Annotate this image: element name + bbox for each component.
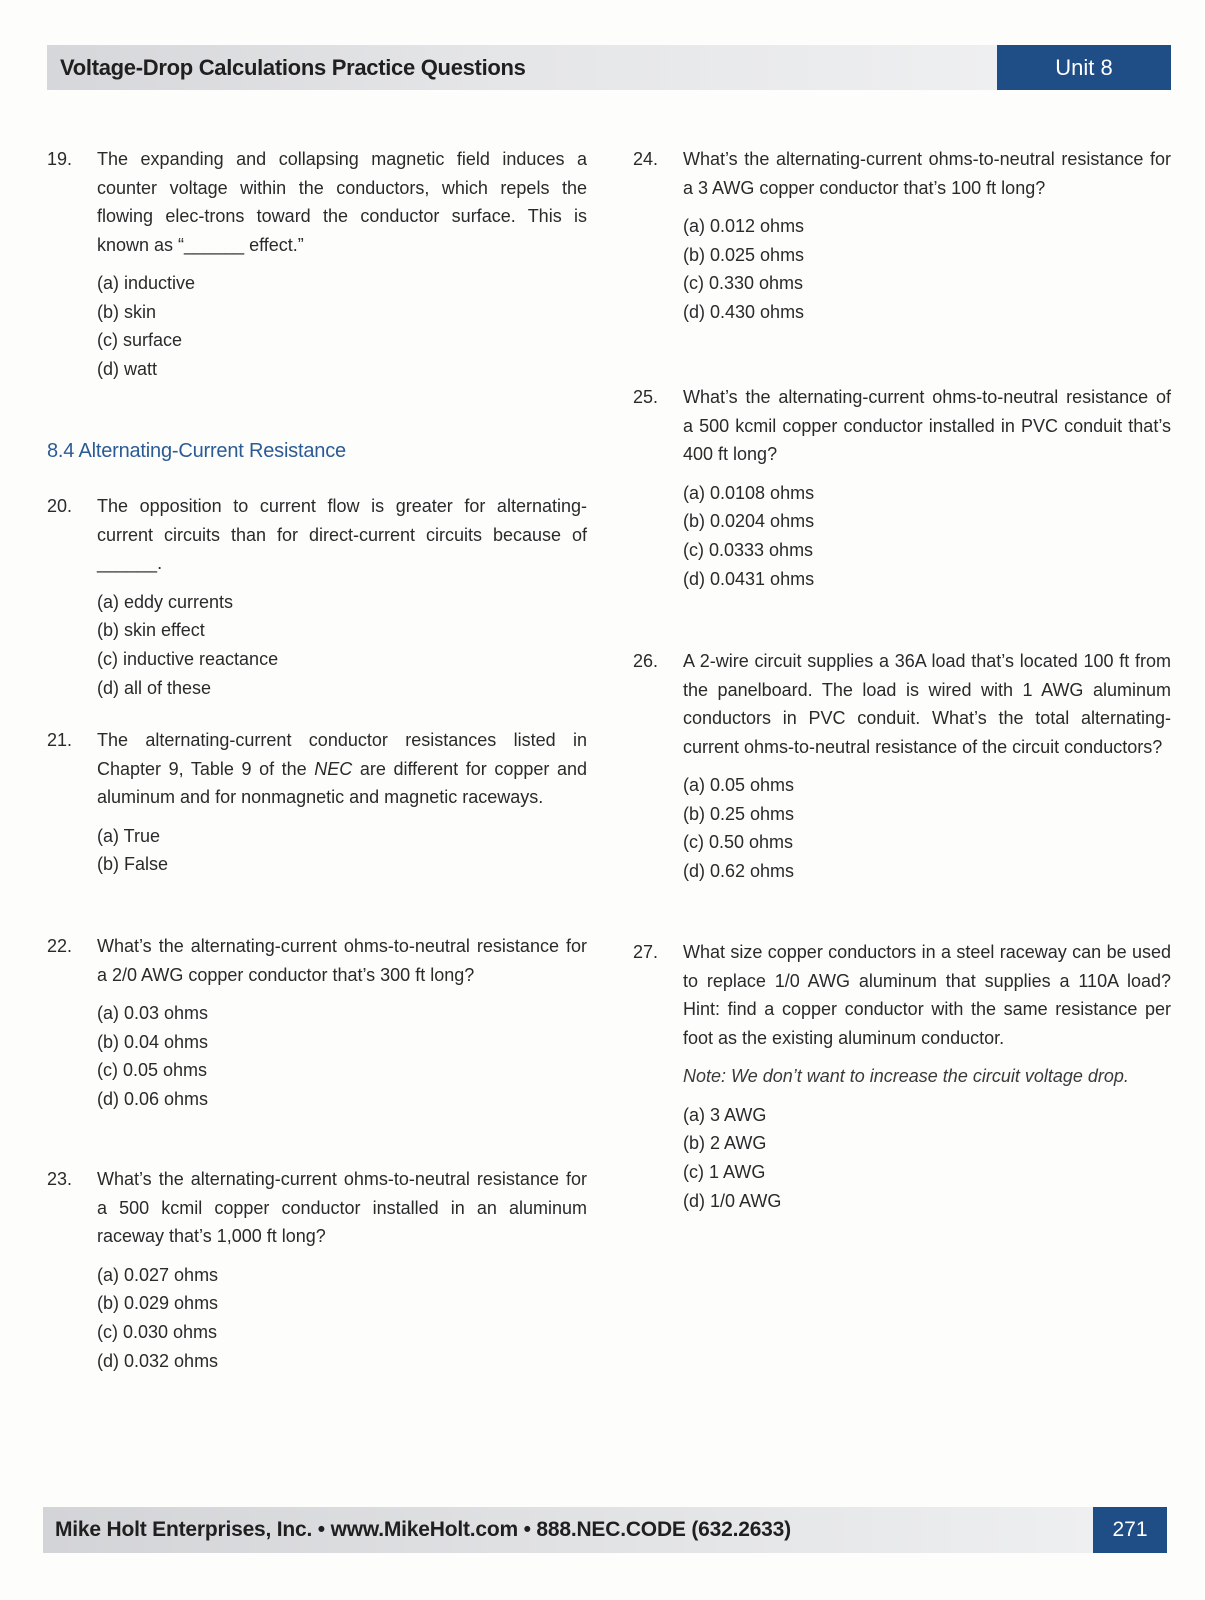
- option-b: (b) 0.25 ohms: [683, 803, 795, 824]
- question-text: What size copper conductors in a steel raceway can be used to replace 1/0 AWG aluminum that supplies a 110A load? Hint: find a copper conductor with the same resistance per foot as the existing aluminum conductor.: [683, 942, 1171, 1048]
- unit-label: Unit 8: [997, 45, 1171, 90]
- option-c: (c) 0.50 ohms: [683, 832, 794, 853]
- answer-options: [97, 1261, 587, 1376]
- option-b: (b) 0.0204 ohms: [683, 511, 815, 532]
- question-text-start: The alternating-current conductor resistances listed in Chapter 9, Table 9 of the: [97, 730, 587, 779]
- question-text-end: are different for copper and aluminum and for nonmagnetic and magnetic raceways.: [97, 758, 587, 807]
- question-text: The opposition to current flow is greater for alternating-current circuits than for direct-current circuits because of ______.: [97, 496, 587, 573]
- question-number: 26.: [633, 651, 659, 671]
- page-number: 271: [1093, 1507, 1167, 1553]
- option-b: (b) skin: [97, 301, 157, 322]
- answer-options: [97, 269, 587, 384]
- option-a: (a) 0.05 ohms: [683, 775, 795, 795]
- option-b: (b) 0.025 ohms: [683, 244, 805, 265]
- question-26: [633, 647, 1171, 886]
- question-21: [47, 726, 587, 879]
- answer-options: [97, 588, 587, 703]
- option-a: (a) 0.012 ohms: [683, 216, 805, 236]
- option-c: (c) 0.05 ohms: [97, 1060, 208, 1081]
- answer-options: [683, 479, 1171, 594]
- option-a: (a) eddy currents: [97, 591, 234, 612]
- option-d: (d) 0.032 ohms: [97, 1350, 219, 1371]
- question-text: The expanding and collapsing magnetic field induces a counter voltage within the conductors, which repels the flowing elec-trons toward the conductor surface. This is known as “______ effect.”: [97, 149, 587, 255]
- answer-options: [97, 999, 587, 1114]
- option-d: (d) 0.62 ohms: [683, 861, 795, 882]
- answer-options: [683, 771, 1171, 886]
- question-number: 27.: [633, 942, 659, 962]
- option-a: (a) 3 AWG: [683, 1104, 767, 1125]
- option-d: (d) all of these: [97, 677, 212, 698]
- option-c: (c) 0.0333 ohms: [683, 539, 814, 560]
- question-number: 24.: [633, 149, 659, 169]
- option-a: (a) 0.027 ohms: [97, 1264, 219, 1285]
- option-d: (d) 0.06 ohms: [97, 1089, 209, 1110]
- question-27: [633, 938, 1171, 1215]
- option-b: (b) 0.04 ohms: [97, 1031, 209, 1052]
- option-b: (b) skin effect: [97, 620, 205, 641]
- question-text: [97, 726, 587, 812]
- section-heading: 8.4 Alternating-Current Resistance: [47, 440, 346, 462]
- answer-options: [683, 1101, 1171, 1216]
- question-number: 20.: [47, 496, 73, 516]
- question-number: 19.: [47, 149, 73, 169]
- question-note: Note: We don’t want to increase the circuit voltage drop.: [683, 1066, 1129, 1086]
- page-title: Voltage-Drop Calculations Practice Questions: [60, 55, 526, 80]
- question-23: [47, 1165, 587, 1375]
- option-c: (c) surface: [97, 330, 183, 351]
- page-footer-bar: [43, 1507, 1093, 1553]
- option-b: (b) 2 AWG: [683, 1133, 767, 1154]
- publisher-info: Mike Holt Enterprises, Inc. • www.MikeHolt.com • 888.NEC.CODE (632.2633): [55, 1518, 791, 1541]
- question-24: [633, 145, 1171, 327]
- question-text: What’s the alternating-current ohms-to-neutral resistance of a 500 kcmil copper conductor installed in PVC conduit that’s 400 ft long?: [683, 387, 1171, 464]
- page-header-bar: [47, 45, 997, 90]
- option-d: (d) 1/0 AWG: [683, 1190, 782, 1211]
- option-a: (a) 0.0108 ohms: [683, 482, 815, 503]
- question-text: A 2-wire circuit supplies a 36A load that’s located 100 ft from the panelboard. The load is wired with 1 AWG aluminum conductors in PVC conduit. What’s the total alternating-current ohms-to-neutral resistance of the circuit conductors?: [683, 651, 1171, 757]
- option-c: (c) 0.030 ohms: [97, 1321, 218, 1342]
- option-d: (d) 0.0431 ohms: [683, 568, 815, 589]
- option-c: (c) inductive reactance: [97, 648, 279, 669]
- option-d: (d) watt: [97, 359, 158, 380]
- option-c: (c) 0.330 ohms: [683, 273, 804, 294]
- question-number: 23.: [47, 1169, 73, 1189]
- question-number: 21.: [47, 730, 73, 750]
- answer-options: [97, 822, 587, 879]
- question-text: What’s the alternating-current ohms-to-neutral resistance for a 2/0 AWG copper conductor that’s 300 ft long?: [97, 936, 587, 985]
- option-a: (a) 0.03 ohms: [97, 1003, 209, 1023]
- question-number: 22.: [47, 936, 73, 956]
- option-a: (a) True: [97, 825, 161, 846]
- question-text: What’s the alternating-current ohms-to-neutral resistance for a 500 kcmil copper conductor installed in an aluminum raceway that’s 1,000 ft long?: [97, 1169, 587, 1246]
- question-22: [47, 932, 587, 1114]
- question-19: [47, 145, 587, 384]
- option-c: (c) 1 AWG: [683, 1161, 766, 1182]
- question-number: 25.: [633, 387, 659, 407]
- question-20: [47, 492, 587, 702]
- nec-reference: NEC: [314, 758, 353, 779]
- answer-options: [683, 212, 1171, 327]
- option-d: (d) 0.430 ohms: [683, 302, 805, 323]
- option-b: (b) False: [97, 854, 169, 875]
- option-b: (b) 0.029 ohms: [97, 1293, 219, 1314]
- question-text: What’s the alternating-current ohms-to-neutral resistance for a 3 AWG copper conductor that’s 100 ft long?: [683, 149, 1171, 198]
- question-25: [633, 383, 1171, 593]
- option-a: (a) inductive: [97, 273, 196, 293]
